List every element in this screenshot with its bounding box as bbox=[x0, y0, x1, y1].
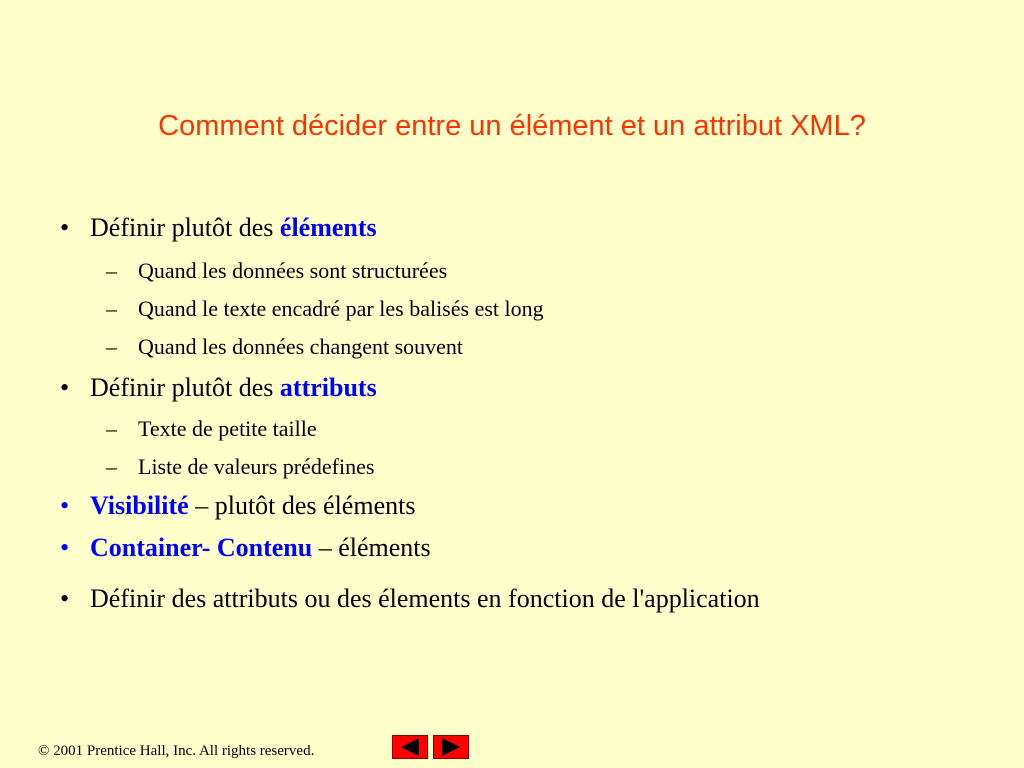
bullet-emphasis: Container- Contenu bbox=[90, 533, 313, 562]
dash-mark: – bbox=[106, 334, 117, 359]
bullet-mark: • bbox=[60, 491, 70, 520]
sub-bullet-text: Texte de petite taille bbox=[138, 416, 317, 441]
bullet-container-content bbox=[60, 533, 431, 563]
bullet-visibility bbox=[60, 491, 415, 521]
right-arrow-icon bbox=[434, 736, 468, 758]
dash-mark: – bbox=[106, 258, 117, 283]
dash-mark: – bbox=[106, 296, 117, 321]
bullet-text: Définir plutôt des bbox=[90, 213, 280, 242]
bullet-text: – éléments bbox=[312, 533, 431, 562]
sub-bullet-text: Quand les données sont structurées bbox=[138, 258, 448, 283]
bullet-emphasis: attributs bbox=[279, 373, 377, 402]
previous-slide-button[interactable] bbox=[392, 735, 428, 759]
bullet-define-elements bbox=[60, 213, 377, 243]
sub-bullet-changing-data bbox=[106, 334, 463, 360]
bullet-define-attributes bbox=[60, 373, 377, 403]
next-slide-button[interactable] bbox=[433, 735, 469, 759]
sub-bullet-long-text bbox=[106, 296, 544, 322]
sub-bullet-text: Quand les données changent souvent bbox=[138, 334, 464, 359]
sub-bullet-text: Quand le texte encadré par les balisés est long bbox=[138, 296, 544, 321]
bullet-text: Définir plutôt des bbox=[90, 373, 280, 402]
bullet-mark: • bbox=[60, 373, 70, 402]
dash-mark: – bbox=[106, 454, 117, 479]
sub-bullet-small-text bbox=[106, 416, 317, 442]
dash-mark: – bbox=[106, 416, 117, 441]
sub-bullet-structured-data bbox=[106, 258, 447, 284]
copyright-footer: © 2001 Prentice Hall, Inc. All rights reserved. bbox=[38, 743, 315, 759]
bullet-mark: • bbox=[60, 213, 70, 242]
bullet-depends-on-application bbox=[60, 584, 760, 614]
bullet-emphasis: éléments bbox=[279, 213, 377, 242]
bullet-text: Définir des attributs ou des élements en fonction de l'application bbox=[90, 584, 760, 613]
left-arrow-icon bbox=[393, 736, 427, 758]
sub-bullet-value-list bbox=[106, 454, 374, 480]
bullet-mark: • bbox=[60, 533, 70, 562]
bullet-text: – plutôt des éléments bbox=[188, 491, 416, 520]
bullet-emphasis: Visibilité bbox=[90, 491, 189, 520]
slide-title: Comment décider entre un élément et un attribut XML? bbox=[158, 110, 866, 142]
bullet-mark: • bbox=[60, 584, 70, 613]
sub-bullet-text: Liste de valeurs prédefines bbox=[138, 454, 375, 479]
